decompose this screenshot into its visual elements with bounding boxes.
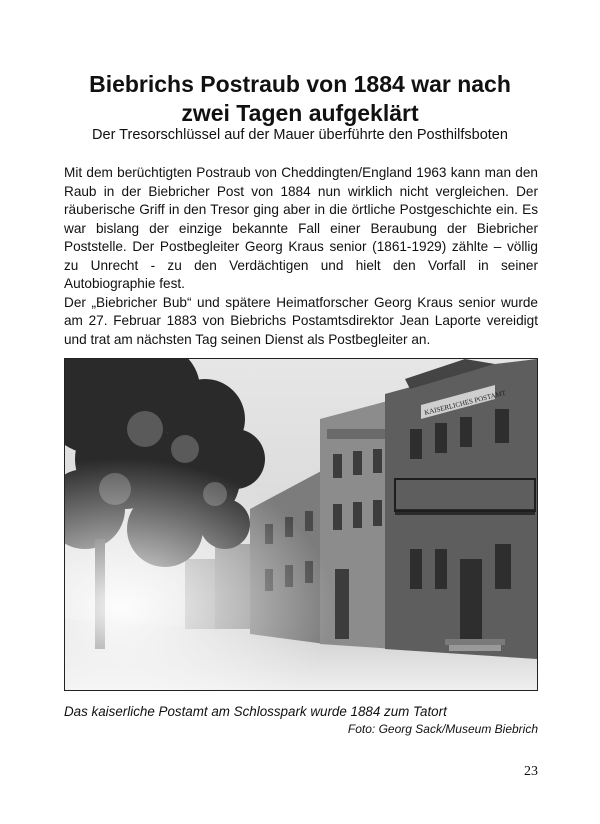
photo-credit: Foto: Georg Sack/Museum Biebrich bbox=[347, 722, 538, 736]
article-body bbox=[64, 164, 538, 349]
article-subtitle: Der Tresorschlüssel auf der Mauer überführte den Posthilfsboten bbox=[92, 127, 508, 143]
title-line-2: zwei Tagen aufgeklärt bbox=[181, 100, 419, 126]
article-title bbox=[40, 70, 560, 128]
photo-caption: Das kaiserliche Postamt am Schlosspark wurde 1884 zum Tatort bbox=[64, 704, 447, 719]
paragraph-1: Mit dem berüchtigten Postraub von Cheddingten/England 1963 kann man den Raub in der Biebricher Post von 1884 nun wirklich nicht vergleichen. Der räuberische Griff in den Tresor ging aber in die örtliche Postgeschichte ein. Es war bislang der einzige bekannte Fall einer Beraubung der Biebricher Poststelle. Der Postbegleiter Georg Kraus senior (1861-1929) zählte – völlig zu Unrecht - zu den Verdächtigen und hielt den Vorfall in seiner Autobiographie fest. bbox=[64, 165, 538, 291]
page-number: 23 bbox=[524, 764, 538, 779]
paragraph-2: Der „Biebricher Bub“ und spätere Heimatforscher Georg Kraus senior wurde am 27. Februar 1883 von Biebrichs Postamtsdirektor Jean Laporte vereidigt und trat am nächsten Tag seinen Dienst als Postbegleiter an. bbox=[64, 294, 538, 347]
title-line-1: Biebrichs Postraub von 1884 war nach bbox=[89, 71, 511, 97]
post-office-photo bbox=[64, 358, 538, 691]
